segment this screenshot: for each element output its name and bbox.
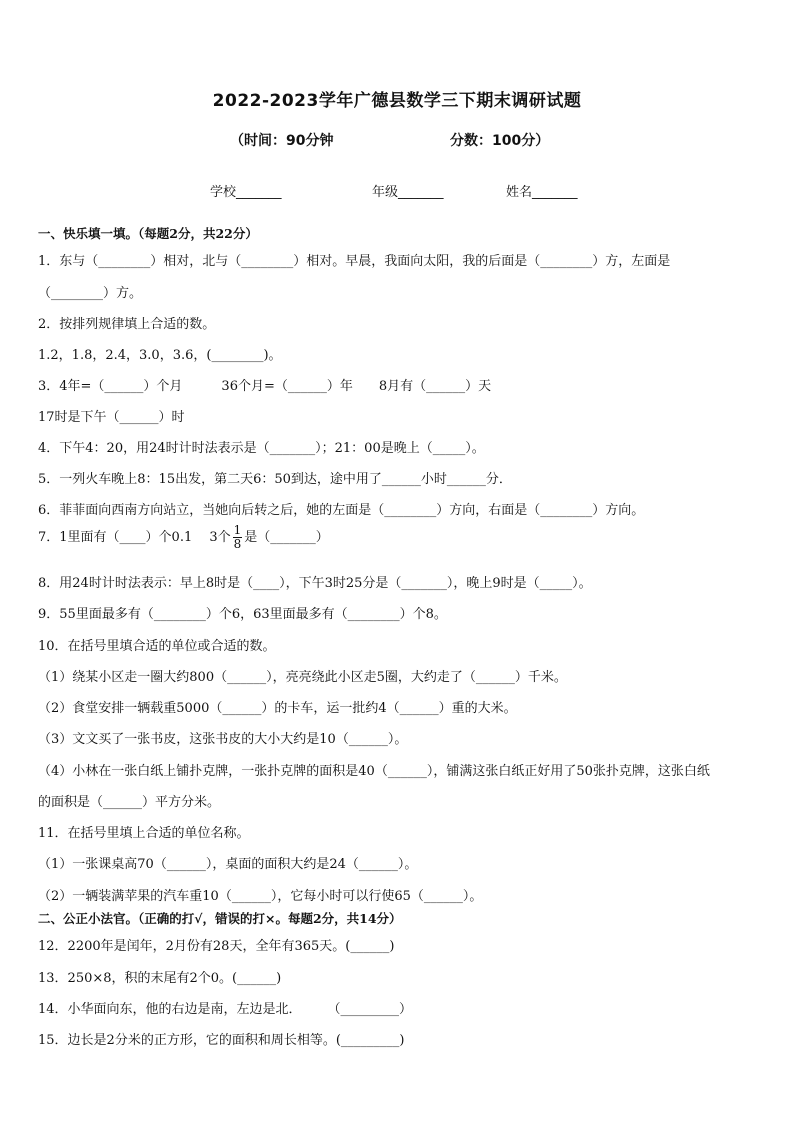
question-11-part-1: （1）一张课桌高70（______），桌面的面积大约是24（______）。 xyxy=(38,857,418,872)
fraction-numerator: 1 xyxy=(233,523,242,537)
question-10: 10．在括号里填合适的单位或合适的数。 xyxy=(38,639,276,654)
question-3-line-1: 3．4年=（______）个月 36个月=（______）年 8月有（______）天 xyxy=(38,379,492,394)
name-field: 姓名_______ xyxy=(506,185,578,200)
fraction-denominator: 8 xyxy=(233,537,242,551)
question-10-part-4-line-1: （4）小林在一张白纸上铺扑克牌，一张扑克牌的面积是40（______），铺满这张白纸正好用了50张扑克牌，这张白纸 xyxy=(38,764,710,779)
question-13: 13．250×8，积的末尾有2个0。(______) xyxy=(38,971,282,986)
question-12: 12．2200年是闰年，2月份有28天，全年有365天。(______) xyxy=(38,939,395,954)
section-heading-2: 二、公正小法官。（正确的打√，错误的打×。每题2分，共14分） xyxy=(38,911,402,926)
grade-field: 年级_______ xyxy=(372,185,444,200)
question-10-part-1: （1）绕某小区走一圈大约800（______），亮亮绕此小区走5圈，大约走了（______）千米。 xyxy=(38,670,567,685)
question-2-line-1: 2．按排列规律填上合适的数。 xyxy=(38,317,216,332)
page-title: 2022-2023学年广德县数学三下期末调研试题 xyxy=(212,91,582,111)
question-6: 6．菲菲面向西南方向站立，当她向后转之后，她的左面是（________）方向，右面是（________）方向。 xyxy=(38,503,645,518)
question-1-line-2: （________）方。 xyxy=(38,286,143,301)
question-10-part-2: （2）食堂安排一辆载重5000（______）的卡车，运一批约4（______）重的大米。 xyxy=(38,701,517,716)
question-15: 15．边长是2分米的正方形，它的面积和周长相等。(_________) xyxy=(38,1033,405,1048)
question-3-line-2: 17时是下午（______）时 xyxy=(38,410,185,425)
question-1-line-1: 1．东与（________）相对，北与（________）相对。早晨，我面向太阳，我的后面是（________）方，左面是 xyxy=(38,254,671,269)
question-10-part-4-line-2: 的面积是（______）平方分米。 xyxy=(38,795,221,810)
question-2-line-2: 1.2，1.8，2.4，3.0，3.6，(________)。 xyxy=(38,348,282,363)
school-field: 学校_______ xyxy=(210,185,282,200)
question-7 xyxy=(38,524,329,551)
question-8: 8．用24时计时法表示：早上8时是（____），下午3时25分是（_______），晚上9时是（_____）。 xyxy=(38,576,592,591)
question-5: 5．一列火车晚上8：15出发，第二天6：50到达，途中用了______小时______分． xyxy=(38,472,512,487)
exam-score: 分数：100分） xyxy=(450,133,550,149)
question-7-prefix: 7．1里面有（____）个0.1 3个 xyxy=(38,530,231,545)
question-14: 14．小华面向东，他的右边是南，左边是北． （_________） xyxy=(38,1002,413,1017)
question-10-part-3: （3）文文买了一张书皮，这张书皮的大小大约是10（______）。 xyxy=(38,732,408,747)
question-9: 9．55里面最多有（________）个6，63里面最多有（________）个8。 xyxy=(38,607,447,622)
question-11: 11．在括号里填上合适的单位名称。 xyxy=(38,826,250,841)
question-11-part-2: （2）一辆装满苹果的汽车重10（______），它每小时可以行使65（______）。 xyxy=(38,889,483,904)
section-heading-1: 一、快乐填一填。（每题2分，共22分） xyxy=(38,226,258,241)
question-7-suffix: 是（_______） xyxy=(244,530,329,545)
exam-time: （时间：90分钟 xyxy=(230,133,334,149)
fraction-one-eighth xyxy=(233,524,243,551)
question-4: 4．下午4：20，用24时计时法表示是（_______）；21：00是晚上（_____）。 xyxy=(38,441,485,456)
